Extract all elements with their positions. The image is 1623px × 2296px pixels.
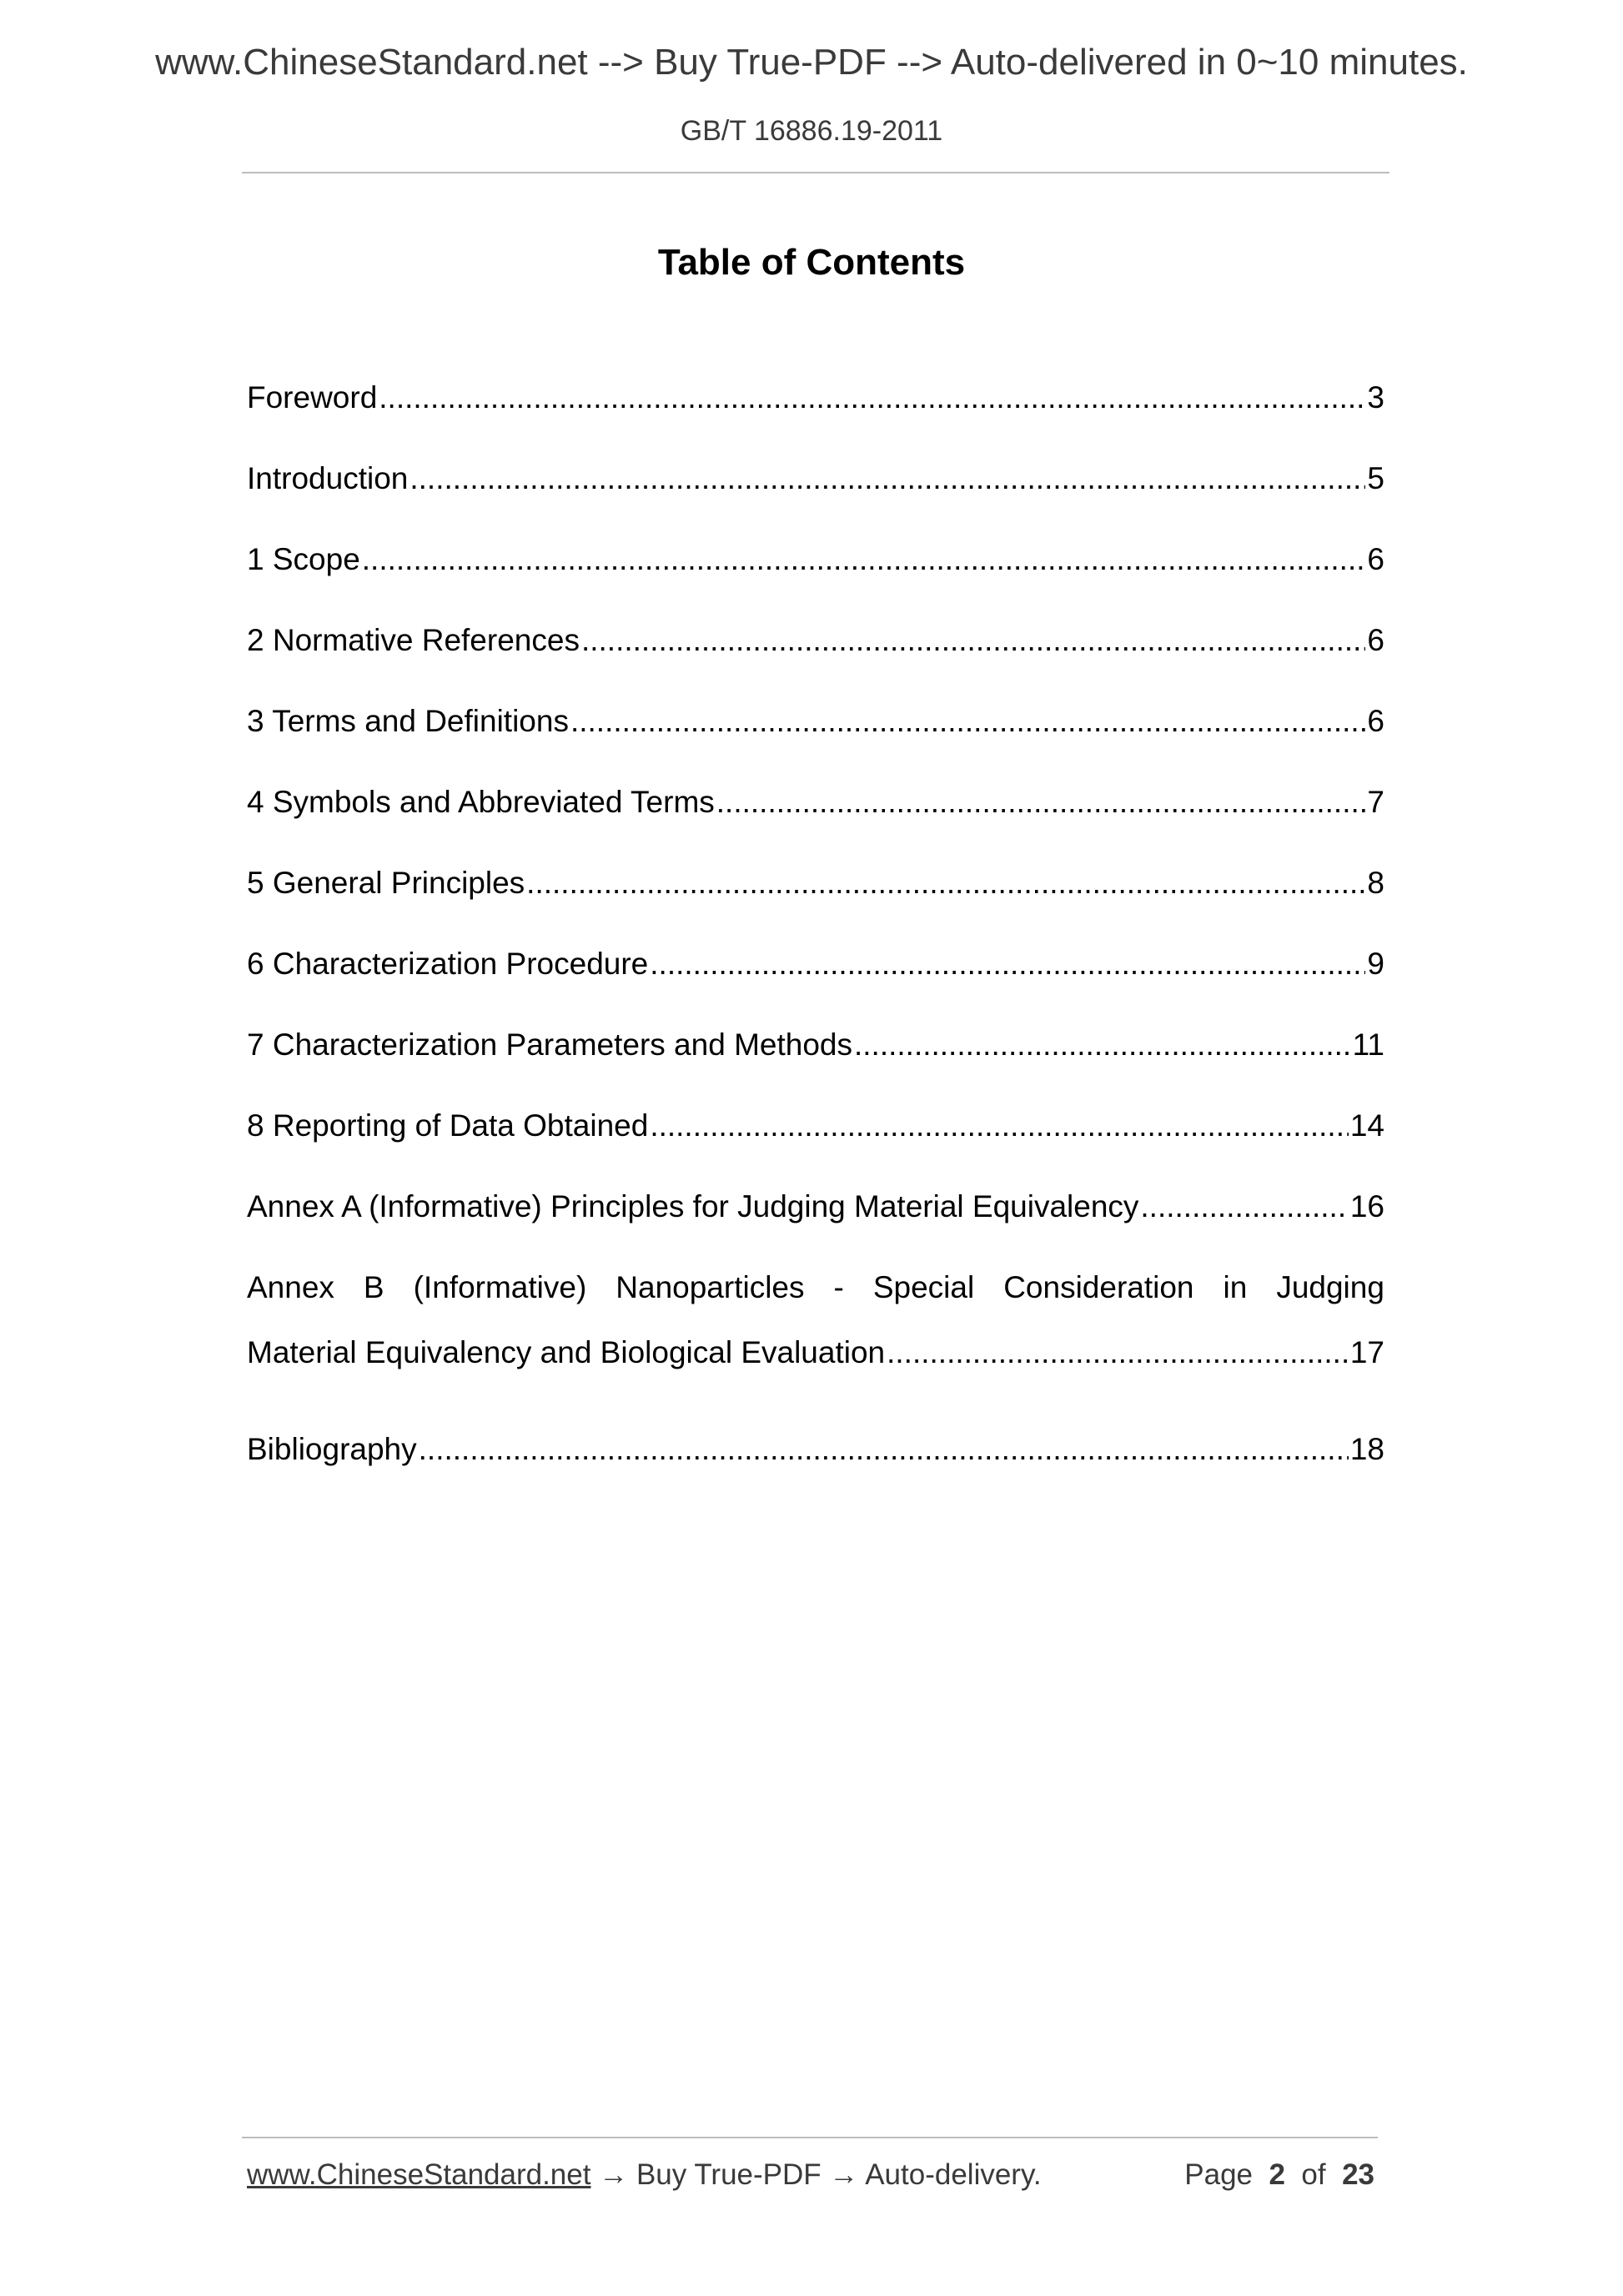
footer-buy-text: Buy True-PDF [636, 2158, 822, 2191]
toc-entry-label-line1 [247, 1269, 1384, 1334]
toc-entry-page: 18 [1349, 1432, 1384, 1466]
toc-leader-dots [379, 379, 1365, 416]
toc-entry-scope[interactable] [247, 541, 1384, 622]
toc-entry-label: 4 Symbols and Abbreviated Terms [247, 785, 715, 819]
table-of-contents [247, 379, 1384, 1512]
toc-leader-dots [581, 622, 1365, 659]
toc-leader-dots [650, 946, 1365, 982]
arrow-right-icon: → [829, 2158, 859, 2191]
toc-word: - [833, 1270, 844, 1304]
toc-entry-label: Foreword [247, 380, 378, 414]
toc-entry-label: 7 Characterization Parameters and Methods [247, 1027, 852, 1062]
page-word: Page [1184, 2158, 1254, 2191]
toc-leader-dots [410, 460, 1365, 497]
toc-word: Judging [1276, 1270, 1384, 1304]
toc-word: Annex [247, 1270, 334, 1304]
toc-entry-page: 6 [1367, 542, 1384, 576]
toc-entry-page: 3 [1367, 380, 1384, 414]
toc-entry-annex-a[interactable] [247, 1188, 1384, 1269]
toc-entry-introduction[interactable] [247, 460, 1384, 541]
toc-entry-label: Introduction [247, 461, 409, 495]
toc-entry-label-line2 [247, 1334, 1384, 1371]
toc-entry-characterization-parameters[interactable] [247, 1027, 1384, 1108]
toc-word: Special [872, 1270, 975, 1304]
of-word: of [1301, 2158, 1326, 2191]
toc-entry-normative-references[interactable] [247, 622, 1384, 703]
footer-delivery-text: Auto-delivery. [865, 2158, 1042, 2191]
toc-word: in [1223, 1270, 1248, 1304]
toc-leader-dots [419, 1431, 1349, 1468]
toc-leader-dots [716, 784, 1366, 821]
toc-entry-label: Annex A (Informative) Principles for Judging Material Equivalency [247, 1189, 1139, 1223]
toc-word: Nanoparticles [616, 1270, 805, 1304]
footer-divider [242, 2137, 1378, 2138]
toc-entry-page: 17 [1349, 1335, 1384, 1369]
toc-entry-label: 2 Normative References [247, 623, 580, 657]
toc-entry-label: Material Equivalency and Biological Evaluation [247, 1335, 886, 1369]
toc-leader-dots [362, 541, 1366, 578]
toc-leader-dots [887, 1334, 1349, 1371]
toc-word: B [363, 1270, 384, 1304]
footer-site-link[interactable]: www.ChineseStandard.net [247, 2158, 591, 2191]
toc-entry-page: 6 [1367, 704, 1384, 738]
toc-entry-page: 5 [1367, 461, 1384, 495]
page-number [1184, 2158, 1374, 2192]
toc-leader-dots [526, 865, 1365, 902]
toc-entry-symbols[interactable] [247, 784, 1384, 865]
toc-entry-page: 9 [1367, 947, 1384, 981]
toc-entry-page: 8 [1367, 866, 1384, 900]
toc-leader-dots [854, 1027, 1351, 1063]
header-divider [242, 172, 1389, 173]
toc-entry-page: 7 [1367, 785, 1384, 819]
toc-entry-general-principles[interactable] [247, 865, 1384, 946]
toc-entry-characterization-procedure[interactable] [247, 946, 1384, 1027]
toc-entry-foreword[interactable] [247, 379, 1384, 460]
toc-entry-bibliography[interactable] [247, 1431, 1384, 1512]
toc-entry-label: 1 Scope [247, 542, 360, 576]
toc-entry-annex-b[interactable] [247, 1269, 1384, 1431]
document-code: GB/T 16886.19-2011 [680, 115, 943, 147]
arrow-right-icon: → [599, 2158, 629, 2191]
toc-entry-page: 14 [1349, 1108, 1384, 1143]
toc-entry-page: 16 [1349, 1189, 1384, 1223]
page-current: 2 [1269, 2158, 1285, 2191]
toc-leader-dots [570, 703, 1365, 740]
toc-entry-page: 11 [1352, 1027, 1384, 1062]
toc-entry-label: Bibliography [247, 1432, 417, 1466]
toc-entry-label: 3 Terms and Definitions [247, 704, 569, 738]
toc-leader-dots [1140, 1188, 1348, 1225]
toc-entry-label: 8 Reporting of Data Obtained [247, 1108, 649, 1143]
toc-word: Consideration [1003, 1270, 1194, 1304]
toc-entry-page: 6 [1367, 623, 1384, 657]
page-total: 23 [1342, 2158, 1374, 2191]
toc-entry-label: 5 General Principles [247, 866, 525, 900]
toc-entry-terms-definitions[interactable] [247, 703, 1384, 784]
toc-leader-dots [650, 1108, 1349, 1144]
site-banner: www.ChineseStandard.net --> Buy True-PDF --> Auto-delivered in 0~10 minutes. [155, 42, 1468, 83]
toc-entry-label: 6 Characterization Procedure [247, 947, 649, 981]
footer-promo [247, 2158, 1042, 2192]
toc-entry-reporting-data[interactable] [247, 1108, 1384, 1188]
toc-word: (Informative) [413, 1270, 587, 1304]
page-title: Table of Contents [657, 242, 966, 283]
